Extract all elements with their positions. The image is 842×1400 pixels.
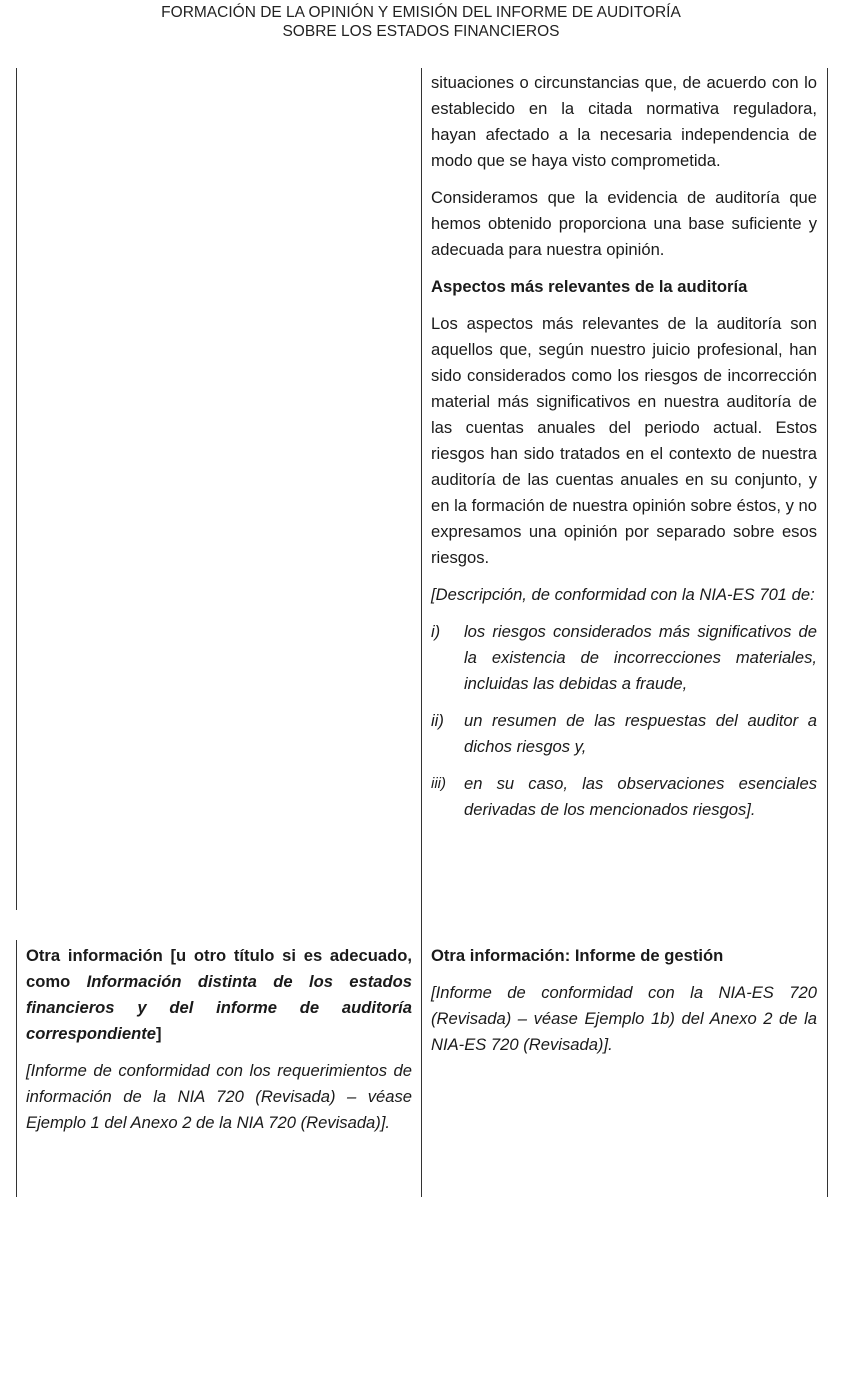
description-paragraph: [Descripción, de conformidad con la NIA-ES 701 de: [431,585,815,604]
page-header [0,3,842,41]
table-divider [421,68,422,1197]
list-text: en su caso, las observaciones esenciales derivadas de los mencionados riesgos]. [464,774,817,819]
upper-right-cell [431,70,817,834]
other-info-heading [26,943,412,1047]
list-text: los riesgos considerados más significativos de la existencia de incorrecciones materiales, incluidas las debidas a fraude, [464,622,817,693]
header-line-2: SOBRE LOS ESTADOS FINANCIEROS [282,23,560,40]
list-marker: iii) [431,775,446,792]
lower-right-cell [431,943,817,1069]
header-line-1: FORMACIÓN DE LA OPINIÓN Y EMISIÓN DEL INFORME DE AUDITORÍA [161,4,681,21]
lower-left-cell [26,943,412,1147]
key-matters-paragraph: Los aspectos más relevantes de la auditoría son aquellos que, según nuestro juicio profesional, han sido considerados como los riesgos de incorrección material más significativos en nuestra auditoría de las cuentas anuales del periodo actual. Estos riesgos han sido tratados en el contexto de nuestra auditoría de las cuentas anuales en su conjunto, y en la formación de nuestra opinión sobre éstos, y no expresamos una opinión por separado sobre esos riesgos. [431,314,817,567]
list-item [431,708,817,760]
other-info-paragraph: [Informe de conformidad con los requerimientos de información de la NIA 720 (Revisada) – véase Ejemplo 1 del Anexo 2 de la NIA 720 (Revisada)]. [26,1061,412,1132]
evidence-paragraph: Consideramos que la evidencia de auditoría que hemos obtenido proporciona una base suficiente y adecuada para nuestra opinión. [431,188,817,259]
key-matters-heading: Aspectos más relevantes de la auditoría [431,277,748,296]
other-info-heading-part1: Otra información [u otro título si es adecuado, como [26,946,412,991]
list-item [431,619,817,697]
table-border-left-upper [16,68,17,910]
list-marker: i) [431,622,441,641]
management-report-paragraph: [Informe de conformidad con la NIA-ES 720 (Revisada) – véase Ejemplo 1b) del Anexo 2 de la NIA-ES 720 (Revisada)]. [431,983,817,1054]
list-marker: ii) [431,711,444,730]
management-report-heading: Otra información: Informe de gestión [431,946,724,965]
other-info-heading-part3: ] [156,1024,162,1043]
list-item [431,771,817,823]
table-border-left-lower [16,940,17,1197]
independence-paragraph: situaciones o circunstancias que, de acuerdo con lo establecido en la citada normativa reguladora, hayan afectado a la necesaria independencia de modo que se haya visto comprometida. [431,73,817,170]
list-text: un resumen de las respuestas del auditor a dichos riesgos y, [464,711,817,756]
other-info-heading-part2: Información distinta de los estados financieros y del informe de auditoría correspondiente [26,972,412,1043]
table-border-right [827,68,828,1197]
